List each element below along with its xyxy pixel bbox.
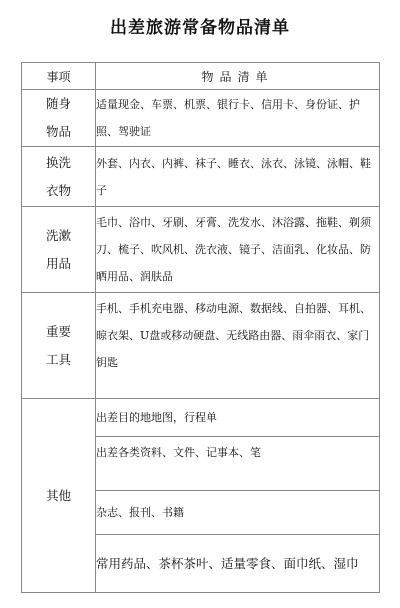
category-cell [22, 90, 96, 147]
table-row [22, 293, 380, 399]
category-label: 衣物 [45, 182, 71, 198]
category-label: 用品 [45, 255, 71, 271]
checklist-table [21, 62, 380, 593]
header-item: 事项 [22, 63, 96, 90]
items-cell: 杂志、报刊、书籍 [96, 491, 380, 535]
category-cell [22, 293, 96, 399]
category-label: 随身 [45, 96, 71, 111]
items-cell: 外套、内衣、内裤、袜子、睡衣、泳衣、泳镜、泳帽、鞋子 [96, 147, 380, 207]
category-label: 重要 [45, 323, 71, 339]
table-row [22, 399, 380, 437]
table-row [22, 90, 380, 147]
items-cell: 出差各类资料、文件、记事本、笔 [96, 437, 380, 491]
category-label: 换洗 [45, 154, 71, 170]
category-label: 工具 [45, 351, 71, 367]
category-cell [22, 207, 96, 293]
items-cell: 常用药品、茶杯茶叶、适量零食、面巾纸、湿巾 [96, 535, 380, 593]
items-cell: 出差目的地地图，行程单 [96, 399, 380, 437]
category-cell: 其他 [22, 399, 96, 593]
category-label: 物品 [45, 124, 71, 139]
items-cell: 毛巾、浴巾、牙刷、牙膏、洗发水、沐浴露、拖鞋、剃须刀、梳子、吹风机、洗衣液、镜子、洁面乳、化妆品、防晒用品、润肤品 [96, 207, 380, 293]
items-cell: 手机、手机充电器、移动电源、数据线、自拍器、耳机、晾衣架、U盘或移动硬盘、无线路由器、雨伞雨衣、家门钥匙 [96, 293, 380, 399]
category-label: 洗漱 [45, 227, 71, 243]
table-row [22, 147, 380, 207]
table-row [22, 207, 380, 293]
page-title: 出差旅游常备物品清单 [110, 18, 290, 38]
category-cell [22, 147, 96, 207]
items-cell: 适量现金、车票、机票、银行卡、信用卡、身份证、护照、驾驶证 [96, 90, 380, 147]
header-checklist: 物品清单 [96, 63, 380, 90]
table-header-row [22, 63, 380, 90]
